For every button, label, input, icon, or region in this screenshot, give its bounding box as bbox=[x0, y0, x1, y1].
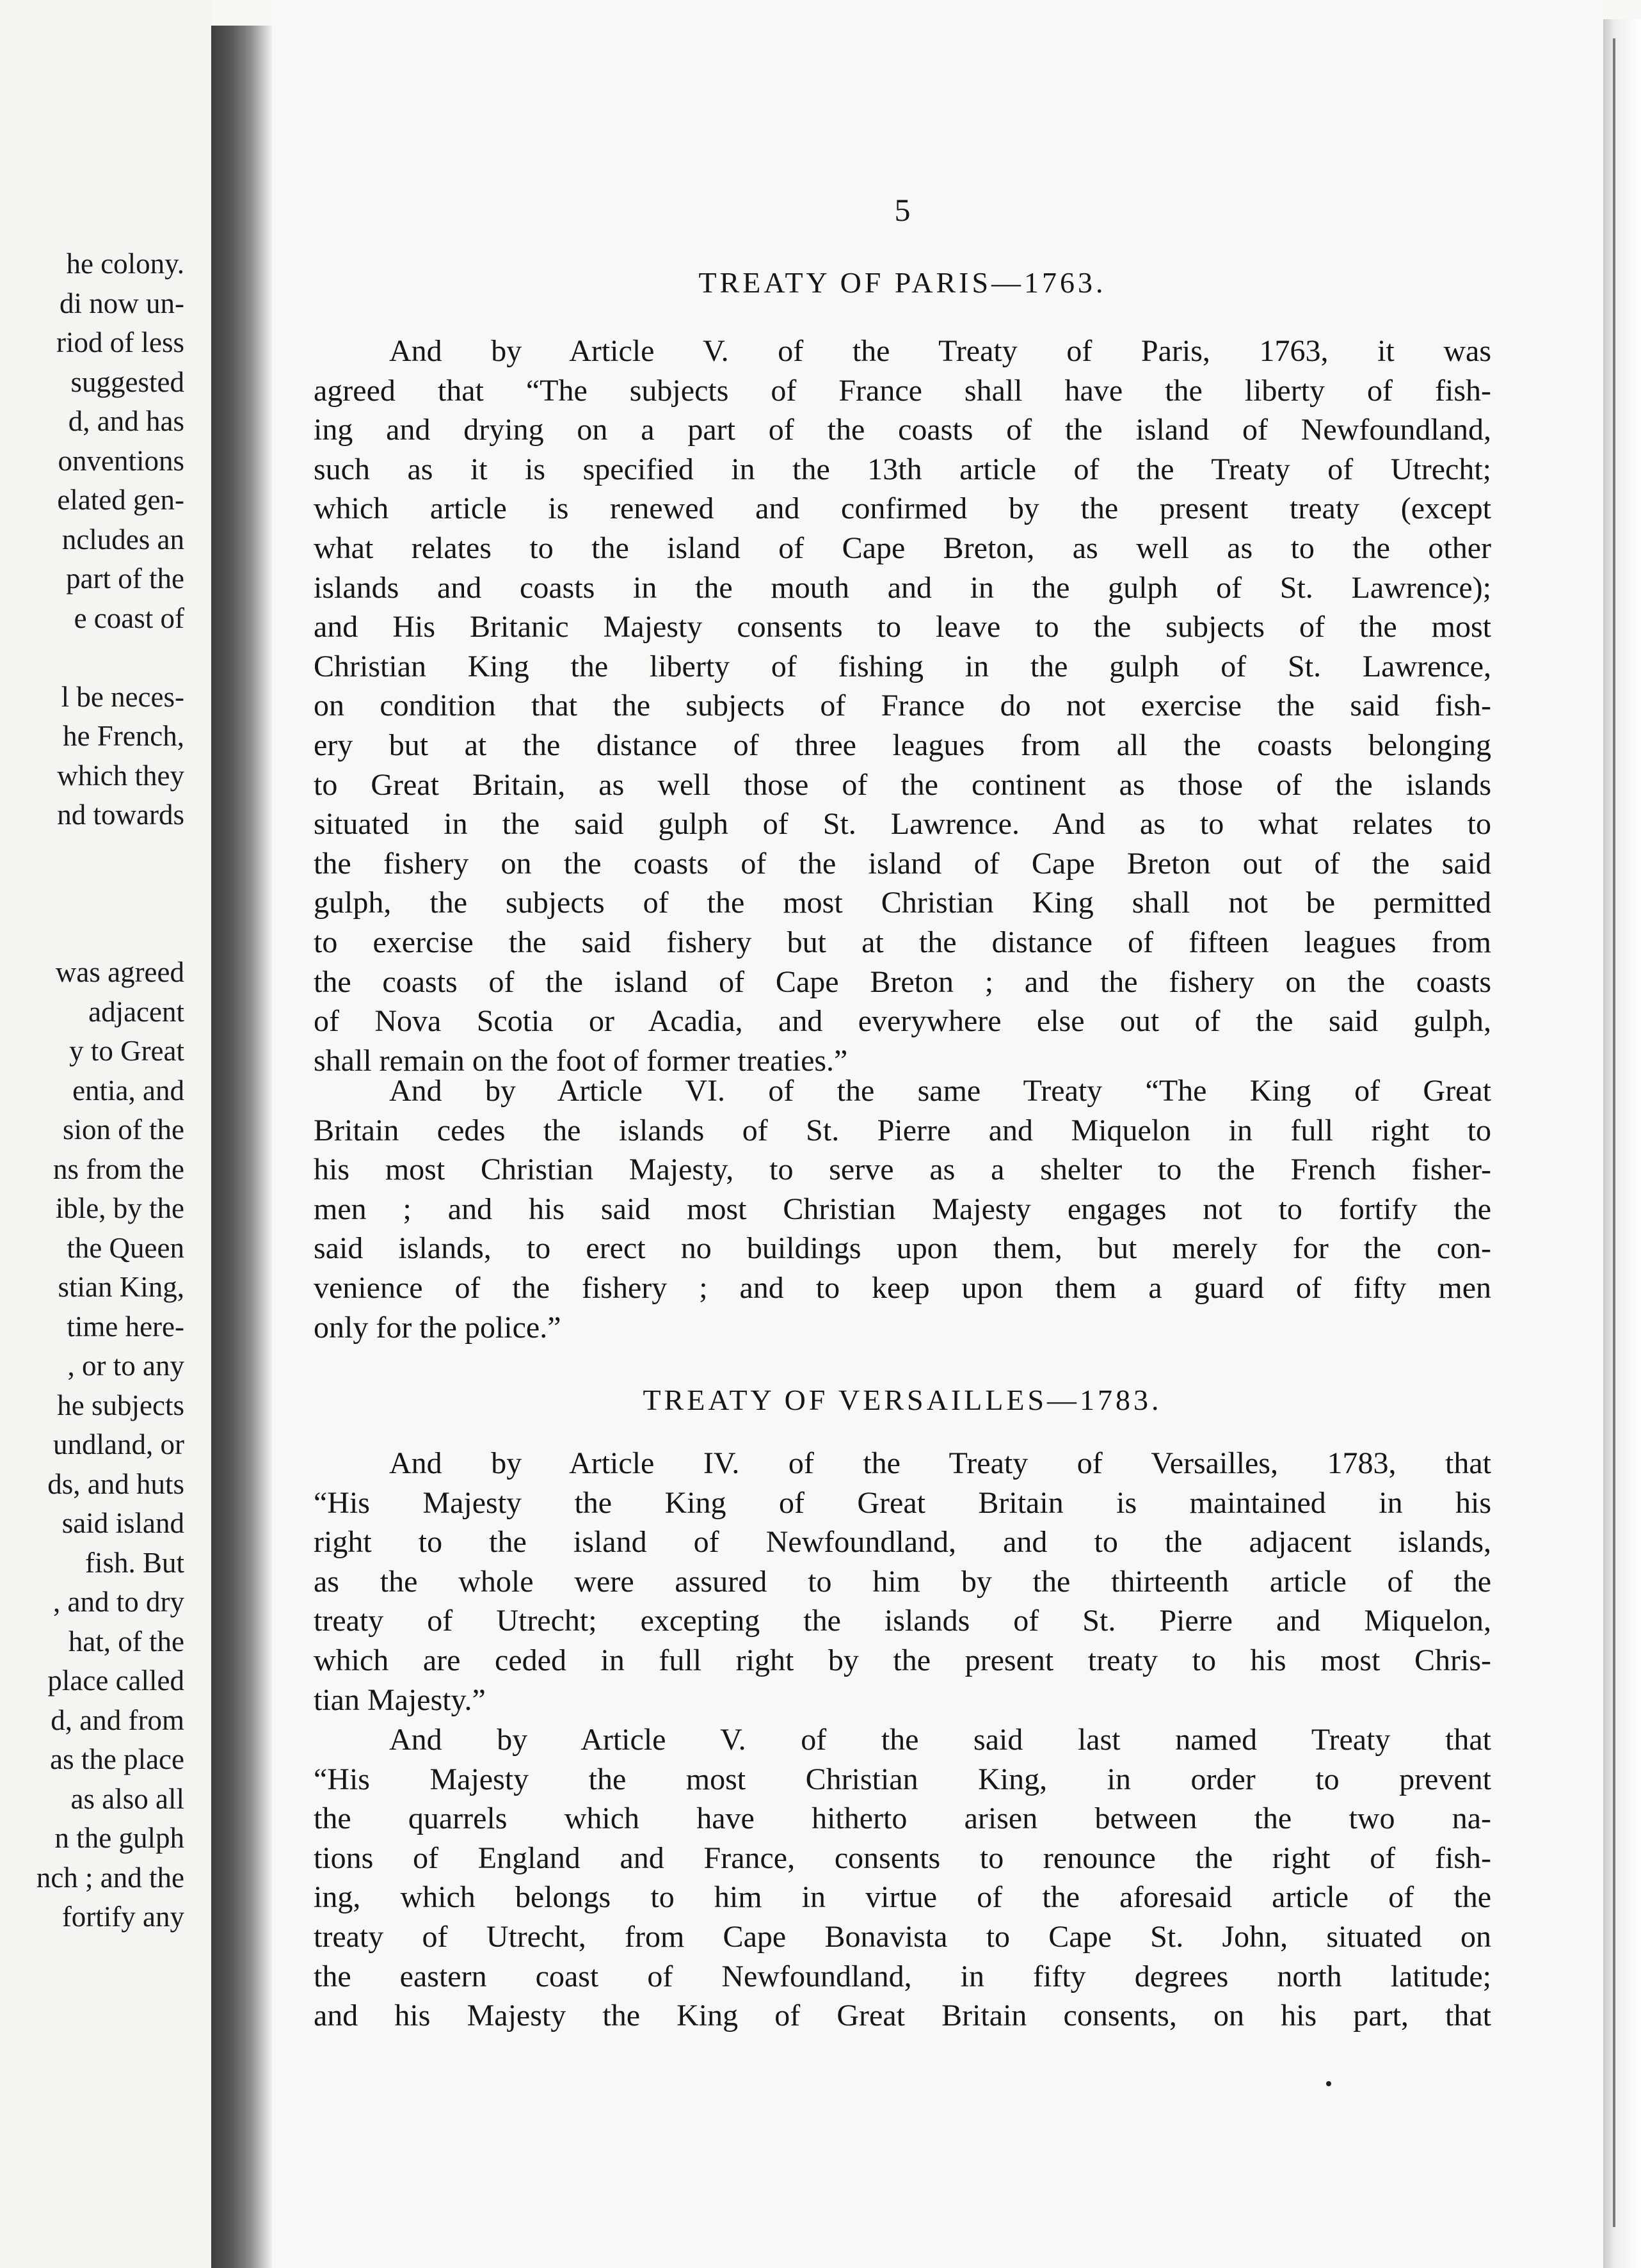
text-line: the Queen bbox=[67, 1231, 184, 1264]
text-line: d, and from bbox=[51, 1704, 184, 1736]
text-line: adjacent bbox=[88, 995, 184, 1028]
text-line: elated gen- bbox=[57, 484, 184, 516]
text-line: to exercise the said fishery but at the distance of fifteen leagues from bbox=[314, 925, 1491, 959]
text-line: time here- bbox=[67, 1310, 184, 1343]
text-line: such as it is specified in the 13th article of the Treaty of Utrecht; bbox=[314, 452, 1491, 486]
text-line: y to Great bbox=[69, 1035, 184, 1067]
text-line: ns from the bbox=[53, 1153, 184, 1185]
text-line: entia, and bbox=[72, 1074, 184, 1106]
text-line: as the whole were assured to him by the thirteenth article of the bbox=[314, 1564, 1491, 1599]
text-line: shall remain on the foot of former treaties.” bbox=[314, 1043, 848, 1078]
text-line: d, and has bbox=[68, 405, 184, 437]
text-line: And by Article VI. of the same Treaty “The King of Great bbox=[389, 1074, 1491, 1108]
paragraph-article-vi-paris bbox=[314, 1071, 1491, 1347]
text-line: ible, by the bbox=[55, 1192, 184, 1224]
text-line: fish. But bbox=[84, 1546, 184, 1579]
text-line: place called bbox=[47, 1665, 184, 1697]
text-line: hat, of the bbox=[68, 1625, 184, 1657]
text-line: part of the bbox=[66, 563, 184, 595]
text-line: ncludes an bbox=[61, 523, 184, 555]
text-line: the fishery on the coasts of the island of Cape Breton out of the said bbox=[314, 846, 1491, 881]
text-line: nch ; and the bbox=[36, 1861, 184, 1894]
paragraph-article-iv-versailles bbox=[314, 1444, 1491, 1720]
text-line: , or to any bbox=[67, 1350, 184, 1382]
text-line: n the gulph bbox=[54, 1822, 184, 1854]
text-line: which article is renewed and confirmed by the present treaty (except bbox=[314, 491, 1491, 526]
text-line: said islands, to erect no buildings upon them, but merely for the con- bbox=[314, 1231, 1491, 1266]
paragraph-article-v-versailles bbox=[314, 1720, 1491, 2036]
text-line: sion of the bbox=[63, 1114, 184, 1146]
text-line: ds, and huts bbox=[47, 1467, 184, 1500]
text-line: only for the police.” bbox=[314, 1310, 561, 1345]
text-line: situated in the said gulph of St. Lawrence. And as to what relates to bbox=[314, 807, 1491, 842]
text-line: treaty of Utrecht; excepting the islands of St. Pierre and Miquelon, bbox=[314, 1604, 1491, 1638]
text-line: the quarrels which have hitherto arisen between the two na- bbox=[314, 1801, 1491, 1836]
text-line: fortify any bbox=[61, 1901, 184, 1933]
text-line: And by Article V. of the said last named Treaty that bbox=[389, 1723, 1491, 1757]
heading-treaty-of-versailles: TREATY OF VERSAILLES—1783. bbox=[643, 1384, 1162, 1416]
text-line bbox=[0, 835, 184, 875]
text-line: e coast of bbox=[74, 602, 184, 634]
text-line: he French, bbox=[63, 720, 184, 752]
text-line: to Great Britain, as well those of the continent as those of the islands bbox=[314, 767, 1491, 802]
text-line: was agreed bbox=[55, 956, 184, 988]
text-line: And by Article IV. of the Treaty of Versailles, 1783, that bbox=[389, 1446, 1491, 1480]
text-line: tian Majesty.” bbox=[314, 1682, 486, 1717]
text-line: suggested bbox=[70, 365, 184, 398]
text-line: riod of less bbox=[56, 326, 184, 358]
page-edge bbox=[1603, 19, 1641, 2268]
text-line: Britain cedes the islands of St. Pierre and Miquelon in full right to bbox=[314, 1113, 1491, 1147]
page-edge-line bbox=[1613, 38, 1615, 2227]
text-line: di now un- bbox=[60, 287, 184, 319]
text-line: “His Majesty the most Christian King, in order to prevent bbox=[314, 1762, 1491, 1796]
text-line: ery but at the distance of three leagues from all the coasts belonging bbox=[314, 728, 1491, 762]
text-line: and his Majesty the King of Great Britain consents, on his part, that bbox=[314, 1999, 1491, 2033]
paragraph-article-v-paris bbox=[314, 331, 1491, 1080]
text-line: l be neces- bbox=[61, 680, 184, 713]
text-line: as also all bbox=[70, 1782, 184, 1815]
text-line: “His Majesty the King of Great Britain is maintained in his bbox=[314, 1485, 1491, 1520]
text-line bbox=[0, 914, 184, 954]
text-line: stian King, bbox=[58, 1271, 184, 1303]
text-line: as the place bbox=[50, 1743, 184, 1775]
text-line: venience of the fishery ; and to keep upon them a guard of fifty men bbox=[314, 1270, 1491, 1305]
text-line: islands and coasts in the mouth and in the gulph of St. Lawrence); bbox=[314, 570, 1491, 605]
text-line: said island bbox=[61, 1507, 184, 1539]
book-gutter-shadow bbox=[211, 26, 272, 2268]
previous-page-text bbox=[0, 244, 184, 1937]
text-line: the eastern coast of Newfoundland, in fifty degrees north latitude; bbox=[314, 1959, 1491, 1993]
text-line: the coasts of the island of Cape Breton ; and the fishery on the coasts bbox=[314, 964, 1491, 999]
text-line: what relates to the island of Cape Breton, as well as to the other bbox=[314, 531, 1491, 565]
text-line: men ; and his said most Christian Majesty engages not to fortify the bbox=[314, 1192, 1491, 1226]
text-line: he subjects bbox=[57, 1389, 184, 1421]
text-line: which they bbox=[57, 759, 184, 792]
text-line: gulph, the subjects of the most Christian King shall not be permitted bbox=[314, 886, 1491, 920]
text-line: his most Christian Majesty, to serve as a shelter to the French fisher- bbox=[314, 1153, 1491, 1187]
text-line: nd towards bbox=[57, 799, 184, 831]
text-line: Christian King the liberty of fishing in the gulph of St. Lawrence, bbox=[314, 649, 1491, 683]
text-line: undland, or bbox=[53, 1428, 184, 1460]
text-line: and His Britanic Majesty consents to leave to the subjects of the most bbox=[314, 610, 1491, 644]
text-line: ing, which belongs to him in virtue of the aforesaid article of the bbox=[314, 1880, 1491, 1915]
text-line: on condition that the subjects of France do not exercise the said fish- bbox=[314, 689, 1491, 723]
text-line: ing and drying on a part of the coasts of the island of Newfoundland, bbox=[314, 413, 1491, 447]
text-line: agreed that “The subjects of France shall have the liberty of fish- bbox=[314, 373, 1491, 408]
text-line: treaty of Utrecht, from Cape Bonavista to Cape St. John, situated on bbox=[314, 1919, 1491, 1954]
heading-treaty-of-paris: TREATY OF PARIS—1763. bbox=[698, 266, 1107, 299]
text-line: he colony. bbox=[66, 248, 184, 280]
text-line: tions of England and France, consents to renounce the right of fish- bbox=[314, 1841, 1491, 1875]
text-line: And by Article V. of the Treaty of Paris, 1763, it was bbox=[389, 334, 1491, 368]
text-line: onventions bbox=[58, 444, 184, 477]
text-line: , and to dry bbox=[53, 1586, 184, 1618]
page-number: 5 bbox=[894, 192, 911, 228]
text-line bbox=[0, 874, 184, 914]
ink-speck bbox=[1326, 2081, 1331, 2086]
text-line: which are ceded in full right by the present treaty to his most Chris- bbox=[314, 1643, 1491, 1677]
previous-page-fragment bbox=[0, 0, 211, 2268]
text-line: of Nova Scotia or Acadia, and everywhere else out of the said gulph, bbox=[314, 1004, 1491, 1039]
text-line: right to the island of Newfoundland, and to the adjacent islands, bbox=[314, 1525, 1491, 1560]
text-line bbox=[0, 638, 184, 678]
